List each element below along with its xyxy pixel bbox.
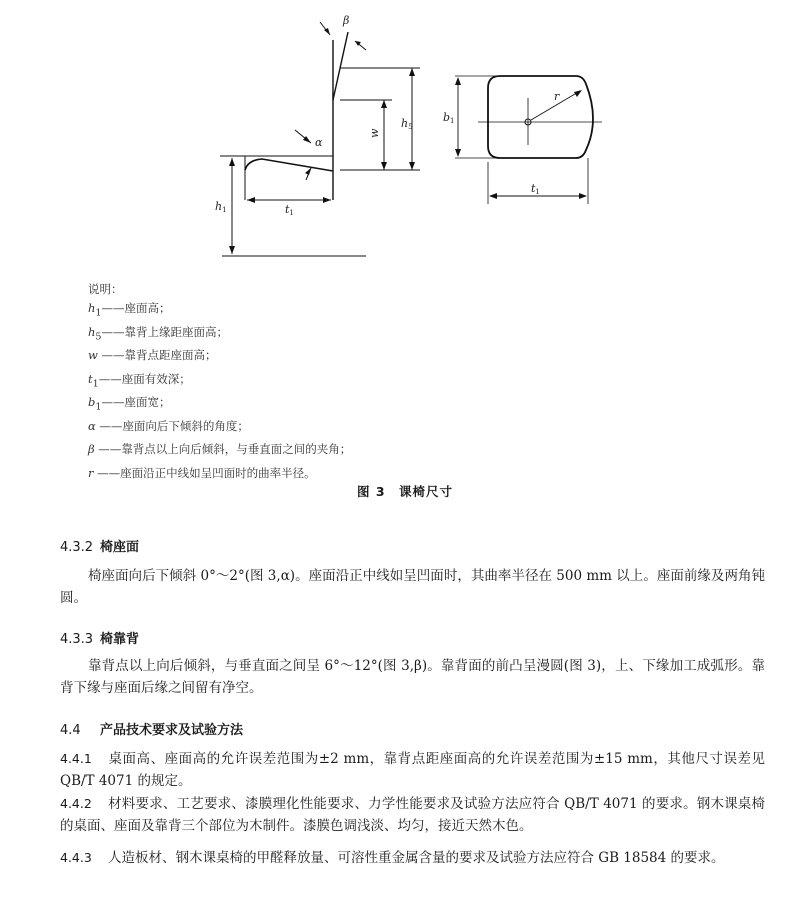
legend-symbol: w (88, 348, 98, 363)
legend-dash: —— (101, 301, 125, 316)
section-heading-4-4 (60, 719, 243, 738)
legend-description: 靠背上缘距座面高； (124, 324, 229, 339)
b1-label: b1 (443, 111, 455, 125)
backrest-inclined (333, 32, 348, 100)
legend-dash: —— (95, 418, 123, 433)
legend-symbol: t (88, 371, 93, 386)
legend-description: 座面有效深； (121, 371, 191, 386)
legend-dash: —— (101, 324, 125, 339)
legend-dash: —— (98, 371, 122, 386)
figure-legend (88, 280, 351, 487)
item-4-4-2 (60, 793, 765, 837)
legend-row (88, 440, 351, 464)
item-number: 4.4.1 (60, 751, 92, 766)
seat-profile (245, 159, 333, 171)
section-number: 4.3.2 (60, 540, 94, 555)
r-label: r (554, 90, 560, 103)
legend-row (88, 393, 351, 417)
legend-description: 座面沿正中线如呈凹面时的曲率半径。 (120, 465, 316, 480)
alpha-label: α (315, 136, 323, 149)
section-title: 椅靠背 (100, 632, 140, 647)
legend-row (88, 346, 351, 370)
section-heading-4-3-3 (60, 628, 139, 647)
legend-dash: —— (93, 465, 121, 480)
t1-label-top: t1 (531, 182, 540, 196)
legend-dash: —— (97, 348, 125, 363)
legend-dash: —— (94, 442, 122, 457)
seat-top-outline (488, 76, 593, 158)
paragraph-4-3-2: 椅座面向后下倾斜 0°～2°(图 3,α)。座面沿正中线如呈凹面时，其曲率半径在 500 mm 以上。座面前缘及两角钝圆。 (60, 568, 765, 606)
legend-symbol-subscript: 1 (95, 307, 102, 319)
figure-caption: 图 3 课椅尺寸 (356, 484, 454, 499)
legend-row (88, 417, 351, 441)
chair-dimension-figure (0, 0, 810, 270)
h1-label: h1 (215, 200, 227, 214)
legend-symbol: h (88, 301, 96, 316)
legend-row (88, 370, 351, 394)
legend-description: 靠背点距座面高； (124, 348, 217, 363)
legend-description: 靠背点以上向后倾斜，与垂直面之间的夹角； (121, 442, 352, 457)
legend-symbol: α (88, 418, 96, 433)
legend-symbol: β (88, 442, 95, 457)
legend-description: 座面高； (124, 301, 171, 316)
t1-label-side: t1 (285, 203, 294, 217)
paragraph-4-3-3: 靠背点以上向后倾斜，与垂直面之间呈 6°～12°(图 3,β)。靠背面的前凸呈漫圆(图 3)，上、下缘加工成弧形。靠背下缘与座面后缘之间留有净空。 (60, 658, 765, 696)
w-label: w (368, 128, 381, 138)
legend-symbol: r (88, 465, 94, 480)
legend-symbol-subscript: 5 (95, 331, 102, 342)
legend-symbol-subscript: 1 (92, 378, 99, 389)
item-4-4-3 (60, 847, 765, 870)
h5-label: h5 (401, 117, 413, 131)
item-4-4-1 (60, 748, 765, 792)
item-text: 人造板材、钢木课桌椅的甲醛释放量、可溶性重金属含量的要求及试验方法应符合 GB 18584 的要求。 (108, 850, 725, 866)
item-text: 桌面高、座面高的允许误差范围为±2 mm，靠背点距座面高的允许误差范围为±15 mm，其他尺寸误差见 QB/T 4071 的规定。 (60, 751, 765, 789)
legend-title: 说明： (88, 282, 123, 296)
legend-dash: —— (101, 395, 125, 410)
legend-row (88, 323, 351, 347)
legend-description: 座面向后下倾斜的角度； (122, 418, 249, 433)
section-title: 椅座面 (100, 540, 140, 555)
legend-symbol-subscript: 1 (95, 401, 102, 413)
section-number: 4.3.3 (60, 632, 94, 647)
section-title: 产品技术要求及试验方法 (100, 723, 244, 738)
beta-label: β (343, 14, 350, 27)
item-number: 4.4.2 (60, 796, 92, 811)
item-text: 材料要求、工艺要求、漆膜理化性能要求、力学性能要求及试验方法应符合 QB/T 4071 的要求。钢木课桌椅的桌面、座面及靠背三个部位为木制件。漆膜色调浅淡、均匀，接近天然木色。 (60, 796, 765, 834)
legend-description: 座面宽； (124, 395, 171, 410)
section-number: 4.4 (60, 723, 81, 738)
legend-row (88, 299, 351, 323)
item-number: 4.4.3 (60, 850, 92, 865)
legend-symbol: b (88, 395, 96, 410)
legend-symbol: h (88, 324, 96, 339)
section-heading-4-3-2 (60, 536, 139, 555)
